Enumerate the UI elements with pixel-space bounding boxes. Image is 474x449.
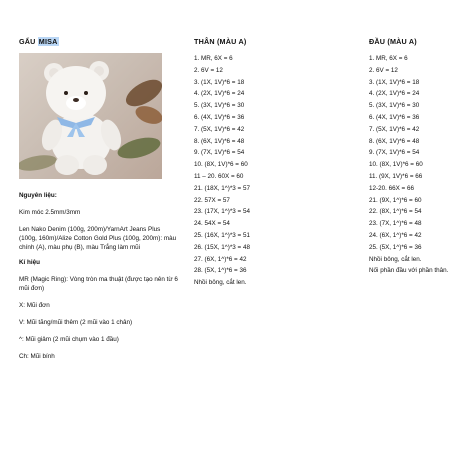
pattern-row: 3. (1X, 1V)*6 = 18: [194, 78, 245, 86]
body-title: THÂN (MÀU A): [194, 37, 247, 46]
title-prefix: GẤU: [19, 37, 38, 46]
pattern-row: 22. (8X, 1^)*6 = 54: [369, 208, 422, 216]
hook-size: Kim móc 2.5mm/3mm: [19, 209, 81, 216]
pattern-row: 23. (7X, 1^)*6 = 48: [369, 220, 422, 228]
pattern-row: 2. 6V = 12: [194, 66, 223, 74]
pattern-row: 23. (17X, 1^)*3 = 54: [194, 208, 250, 216]
pattern-row: 5. (3X, 1V)*6 = 30: [369, 102, 420, 110]
head-column: [369, 36, 469, 277]
pattern-row: 2. 6V = 12: [369, 66, 398, 74]
pattern-row: 10. (8X, 1V)*6 = 60: [369, 161, 423, 169]
pattern-row: 10. (8X, 1V)*6 = 60: [194, 161, 248, 169]
symbol-mr: MR (Magic Ring): Vòng tròn ma thuật (được tạo nên từ 6 mũi đơn): [19, 276, 178, 292]
pattern-row: 24. (6X, 1^)*6 = 42: [369, 231, 422, 239]
pattern-row: 8. (6X, 1V)*6 = 48: [194, 137, 245, 145]
body-rows: [194, 53, 344, 289]
symbols-heading: Kí hiệu: [19, 259, 40, 266]
symbol-dec: ^: Mũi giảm (2 mũi chụm vào 1 đầu): [19, 336, 119, 343]
pattern-row: 7. (5X, 1V)*6 = 42: [369, 125, 420, 133]
pattern-row: 11 – 20. 60X = 60: [194, 172, 244, 180]
symbol-ch: Ch: Mũi bính: [19, 353, 55, 360]
pattern-row: 25. (16X, 1^)*3 = 51: [194, 231, 250, 239]
pattern-row: Nhồi bông, cắt len.: [194, 279, 247, 287]
pattern-row: 12-20. 66X = 66: [369, 184, 414, 192]
pattern-row: 4. (2X, 1V)*6 = 24: [369, 90, 420, 98]
pattern-row: 27. (6X, 1^)*6 = 42: [194, 255, 247, 263]
head-rows: [369, 53, 469, 277]
pattern-row: 11. (9X, 1V)*6 = 66: [369, 172, 423, 180]
head-title: ĐẦU (MÀU A): [369, 37, 417, 46]
pattern-row: 9. (7X, 1V)*6 = 54: [369, 149, 420, 157]
pattern-row: 8. (6X, 1V)*6 = 48: [369, 137, 420, 145]
pattern-row: 6. (4X, 1V)*6 = 36: [194, 113, 245, 121]
bear-photo: [19, 53, 162, 179]
materials-heading: Nguyên liệu:: [19, 192, 57, 199]
pattern-row: 7. (5X, 1V)*6 = 42: [194, 125, 245, 133]
pattern-row: 9. (7X, 1V)*6 = 54: [194, 149, 245, 157]
pattern-row: 22. 57X = 57: [194, 196, 230, 204]
pattern-row: 28. (5X, 1^)*6 = 36: [194, 267, 247, 275]
symbol-x: X: Mũi đơn: [19, 302, 50, 309]
pattern-row: 1. MR, 6X = 6: [369, 55, 408, 62]
pattern-row: 21. (18X, 1^)*3 = 57: [194, 184, 250, 192]
pattern-row: 1. MR, 6X = 6: [194, 55, 233, 62]
left-column: [19, 36, 179, 361]
body-column: [194, 36, 344, 289]
yarn-description: Len Nako Denim (100g, 200m)/YarnArt Jeans Plus (100g, 160m)/Alize Cotton Gold Plus (100g, 200m): màu chính (A), màu phụ (B), màu Trắng làm mũi: [19, 226, 177, 251]
pattern-row: 25. (5X, 1^)*6 = 36: [369, 243, 422, 251]
pattern-row: Nhồi bông, cắt len.: [369, 255, 422, 263]
pattern-row: Nối phần đầu với phần thân.: [369, 267, 449, 275]
title-highlight: MISA: [38, 37, 58, 46]
pattern-row: 6. (4X, 1V)*6 = 36: [369, 113, 420, 121]
symbol-v: V: Mũi tăng/mũi thêm (2 mũi vào 1 chân): [19, 319, 133, 326]
pattern-row: 26. (15X, 1^)*3 = 48: [194, 243, 250, 251]
pattern-row: 5. (3X, 1V)*6 = 30: [194, 102, 245, 110]
pattern-row: 21. (9X, 1^)*6 = 60: [369, 196, 422, 204]
bear-illustration: [19, 53, 162, 179]
pattern-row: 4. (2X, 1V)*6 = 24: [194, 90, 245, 98]
pattern-title: [19, 36, 179, 47]
pattern-row: 3. (1X, 1V)*6 = 18: [369, 78, 420, 86]
pattern-row: 24. 54X = 54: [194, 220, 230, 228]
